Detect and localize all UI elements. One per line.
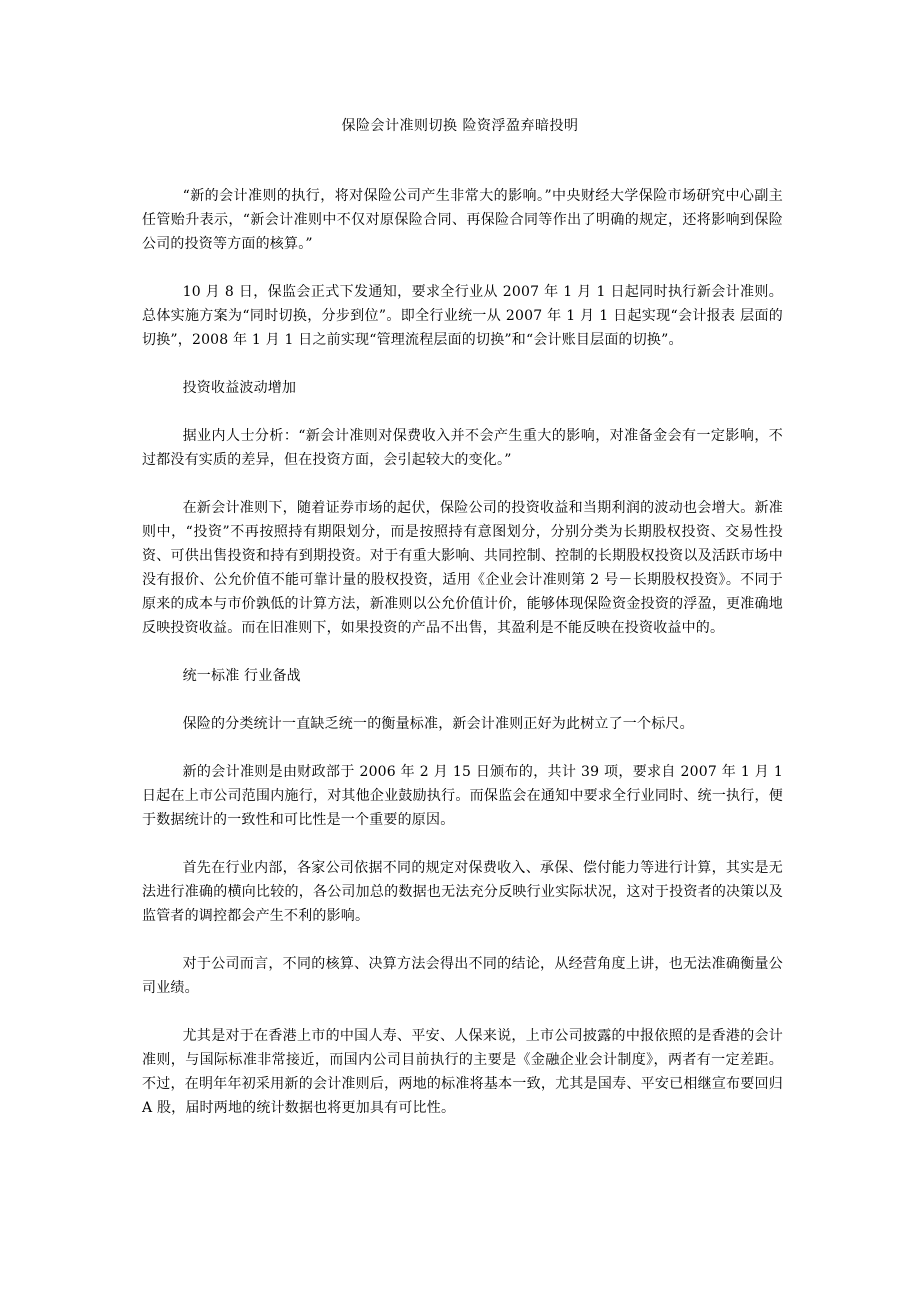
page-title: 保险会计准则切换 险资浮盈弃暗投明 <box>341 118 579 134</box>
paragraph-issuance: 新的会计准则是由财政部于 2006 年 2 月 15 日颁布的，共计 39 项，要求自 2007 年 1 月 1 日起在上市公司范围内施行，对其他企业鼓励执行。而保监会在通知中要求全行业同时、统一执行，便于数据统计的一致性和可比性是一个重要的原因。 <box>142 764 783 828</box>
paragraph-company-view: 对于公司而言，不同的核算、决算方法会得出不同的结论，从经营角度上讲，也无法准确衡量公司业绩。 <box>142 956 783 996</box>
paragraph-hong-kong-listing: 尤其是对于在香港上市的中国人寿、平安、人保来说，上市公司披露的中报依照的是香港的会计准则，与国际标准非常接近，而国内公司目前执行的主要是《金融企业会计制度》，两者有一定差距。不过，在明年年初采用新的会计准则后，两地的标准将基本一致，尤其是国寿、平安已相继宣布要回归 A 股，届时两地的统计数据也将更加具有可比性。 <box>142 1028 783 1116</box>
paragraph-measurement-standard: 保险的分类统计一直缺乏统一的衡量标准，新会计准则正好为此树立了一个标尺。 <box>182 716 694 732</box>
article-body <box>142 184 783 1144</box>
paragraph-intro-quote: “新的会计准则的执行，将对保险公司产生非常大的影响。”中央财经大学保险市场研究中心副主任管贻升表示，“新会计准则中不仅对原保险合同、再保险合同等作出了明确的规定，还将影响到保险公司的投资等方面的核算。” <box>142 188 783 252</box>
paragraph-industry-comparison: 首先在行业内部，各家公司依据不同的规定对保费收入、承保、偿付能力等进行计算，其实是无法进行准确的横向比较的，各公司加总的数据也无法充分反映行业实际状况，这对于投资者的决策以及监管者的调控都会产生不利的影响。 <box>142 860 783 924</box>
paragraph-investment-classification: 在新会计准则下，随着证券市场的起伏，保险公司的投资收益和当期利润的波动也会增大。新准则中，“投资”不再按照持有期限划分，而是按照持有意图划分，分别分类为长期股权投资、交易性投资、可供出售投资和持有到期投资。对于有重大影响、共同控制、控制的长期股权投资以及活跃市场中没有报价、公允价值不能可靠计量的股权投资，适用《企业会计准则第 2 号－长期股权投资》。不同于原来的成本与市价孰低的计算方法，新准则以公允价值计价，能够体现保险资金投资的浮盈，更准确地反映投资收益。而在旧准则下，如果投资的产品不出售，其盈利是不能反映在投资收益中的。 <box>142 500 783 636</box>
section-heading-standards: 统一标准 行业备战 <box>182 668 301 684</box>
paragraph-notice: 10 月 8 日，保监会正式下发通知，要求全行业从 2007 年 1 月 1 日起同时执行新会计准则。总体实施方案为“同时切换，分步到位”。即全行业统一从 2007 年 1 月 1 日起实现“会计报表 层面的切换”，2008 年 1 月 1 日之前实现“管理流程层面的切换”和“会计账目层面的切换”。 <box>142 284 783 348</box>
paragraph-insider-analysis: 据业内人士分析：“新会计准则对保费收入并不会产生重大的影响，对准备金会有一定影响，不过都没有实质的差异，但在投资方面，会引起较大的变化。” <box>142 428 783 468</box>
section-heading-investment: 投资收益波动增加 <box>182 380 297 396</box>
